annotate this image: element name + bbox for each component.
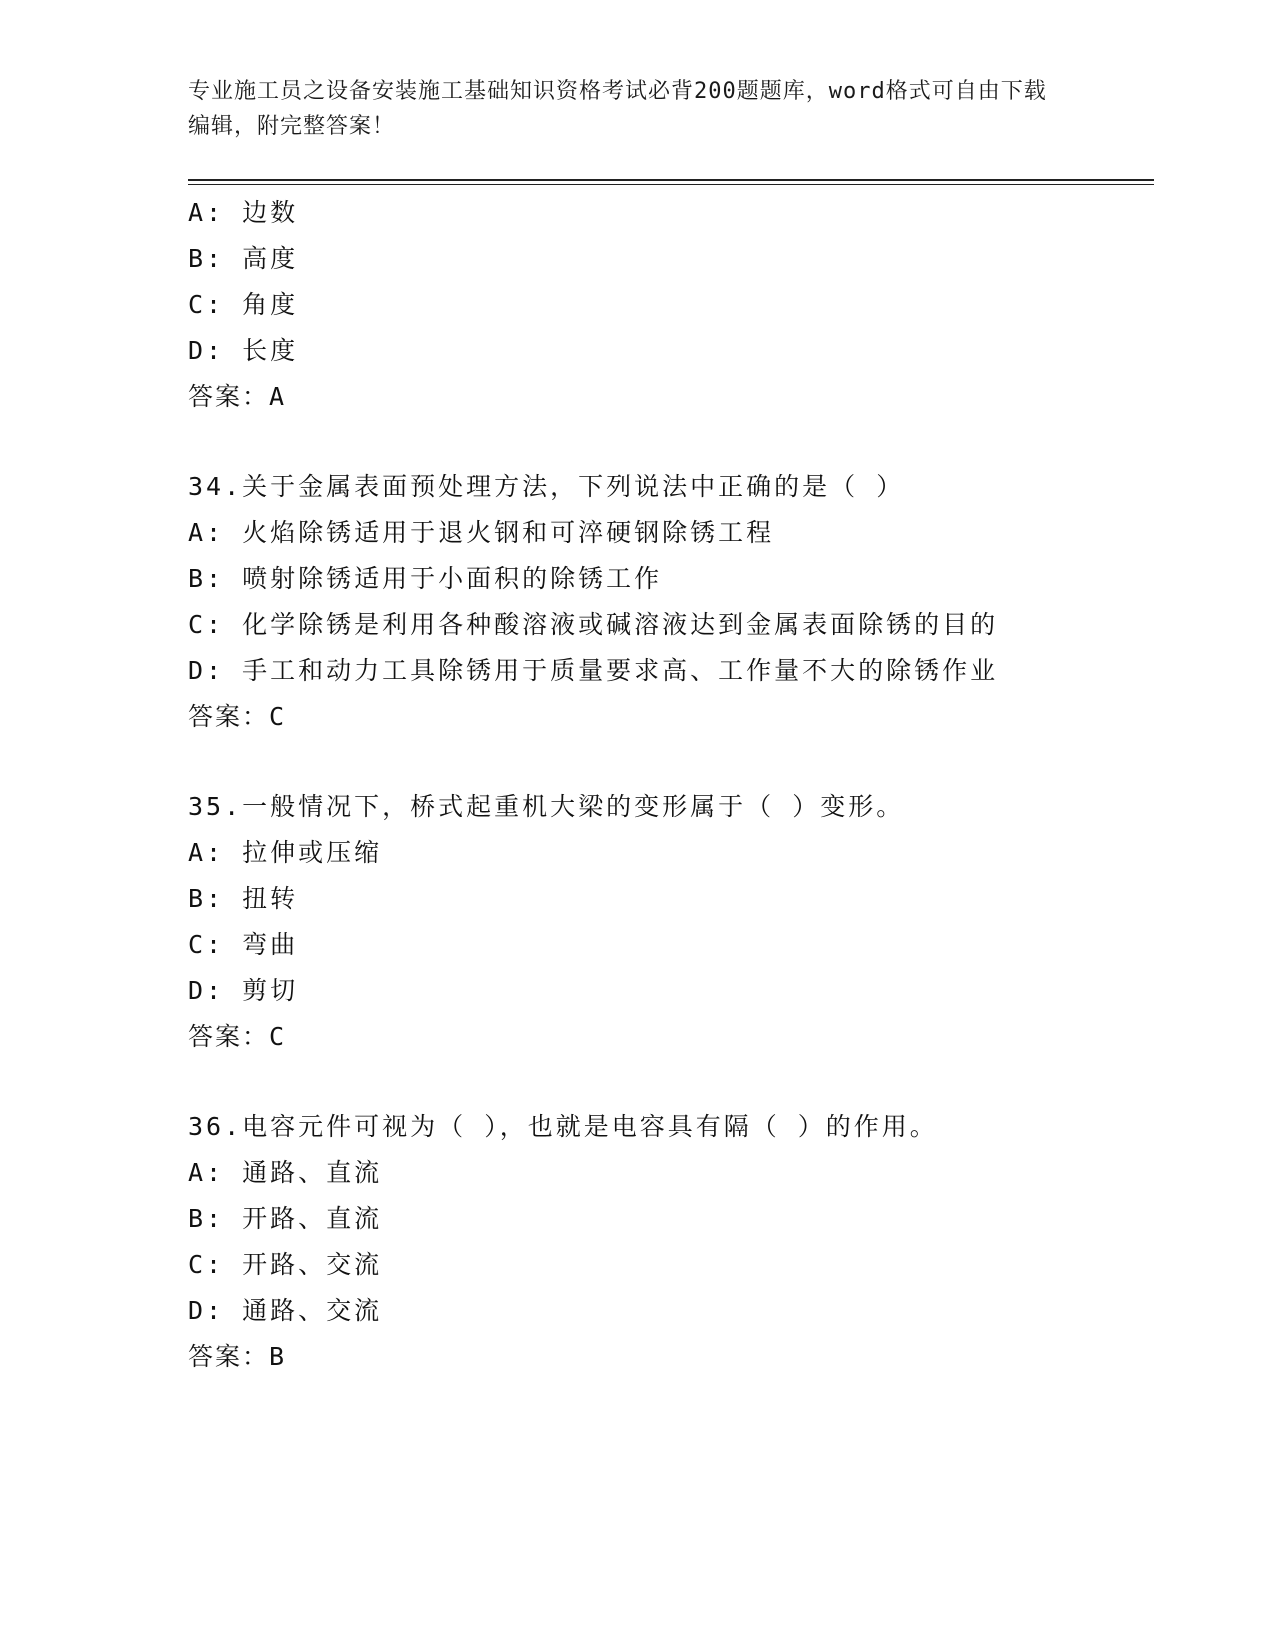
option-c [188, 282, 1168, 328]
option-letter: B: [188, 884, 225, 913]
question-number: 34. [188, 472, 243, 501]
option-letter: B: [188, 564, 225, 593]
question-content [188, 190, 1168, 1380]
option-b [188, 556, 1168, 602]
option-a [188, 830, 1168, 876]
option-d [188, 648, 1168, 694]
option-letter: A: [188, 518, 225, 547]
option-text: 弯曲 [242, 930, 299, 959]
question-35 [188, 784, 1168, 1060]
option-a [188, 1150, 1168, 1196]
partial-question [188, 190, 1168, 420]
option-text: 剪切 [242, 976, 299, 1005]
answer-value: B [269, 1342, 286, 1371]
header-text: 专业施工员之设备安装施工基础知识资格考试必背200题题库，word格式可自由下载编辑，附完整答案！ [188, 79, 1047, 139]
answer-line [188, 694, 1168, 740]
option-text: 通路、直流 [242, 1158, 383, 1187]
option-c [188, 1242, 1168, 1288]
option-c [188, 922, 1168, 968]
option-d [188, 1288, 1168, 1334]
question-34 [188, 464, 1168, 740]
answer-label: 答案： [188, 1342, 270, 1371]
option-letter: D: [188, 1296, 225, 1325]
answer-label: 答案： [188, 702, 270, 731]
option-letter: B: [188, 244, 225, 273]
question-text: 电容元件可视为（ ），也就是电容具有隔（ ）的作用。 [242, 1112, 938, 1141]
option-letter: A: [188, 838, 225, 867]
option-text: 边数 [242, 198, 299, 227]
option-letter: D: [188, 976, 225, 1005]
option-text: 高度 [242, 244, 299, 273]
option-b [188, 1196, 1168, 1242]
option-d [188, 968, 1168, 1014]
option-letter: B: [188, 1204, 225, 1233]
question-stem [188, 1104, 1168, 1150]
option-text: 化学除锈是利用各种酸溶液或碱溶液达到金属表面除锈的目的 [242, 610, 999, 639]
option-letter: C: [188, 290, 225, 319]
option-letter: D: [188, 656, 225, 685]
option-letter: C: [188, 930, 225, 959]
option-letter: A: [188, 1158, 225, 1187]
option-text: 喷射除锈适用于小面积的除锈工作 [242, 564, 663, 593]
option-d [188, 328, 1168, 374]
option-text: 开路、直流 [242, 1204, 383, 1233]
page-header [188, 74, 1068, 144]
question-stem [188, 464, 1168, 510]
option-letter: C: [188, 1250, 225, 1279]
option-b [188, 236, 1168, 282]
option-letter: A: [188, 198, 225, 227]
option-letter: D: [188, 336, 225, 365]
answer-value: C [269, 702, 286, 731]
question-number: 36. [188, 1112, 243, 1141]
question-stem [188, 784, 1168, 830]
option-text: 通路、交流 [242, 1296, 383, 1325]
answer-value: A [269, 382, 286, 411]
option-text: 长度 [242, 336, 299, 365]
option-text: 角度 [242, 290, 299, 319]
option-text: 开路、交流 [242, 1250, 383, 1279]
answer-label: 答案： [188, 1022, 270, 1051]
option-a [188, 190, 1168, 236]
answer-line [188, 374, 1168, 420]
option-b [188, 876, 1168, 922]
question-text: 一般情况下，桥式起重机大梁的变形属于（ ）变形。 [242, 792, 905, 821]
option-letter: C: [188, 610, 225, 639]
option-text: 拉伸或压缩 [242, 838, 383, 867]
answer-value: C [269, 1022, 286, 1051]
answer-line [188, 1334, 1168, 1380]
question-number: 35. [188, 792, 243, 821]
option-text: 扭转 [242, 884, 299, 913]
question-36 [188, 1104, 1168, 1380]
option-text: 手工和动力工具除锈用于质量要求高、工作量不大的除锈作业 [242, 656, 999, 685]
option-text: 火焰除锈适用于退火钢和可淬硬钢除锈工程 [242, 518, 775, 547]
question-text: 关于金属表面预处理方法，下列说法中正确的是（ ） [242, 472, 905, 501]
option-c [188, 602, 1168, 648]
answer-label: 答案： [188, 382, 270, 411]
option-a [188, 510, 1168, 556]
answer-line [188, 1014, 1168, 1060]
header-divider [188, 179, 1154, 185]
